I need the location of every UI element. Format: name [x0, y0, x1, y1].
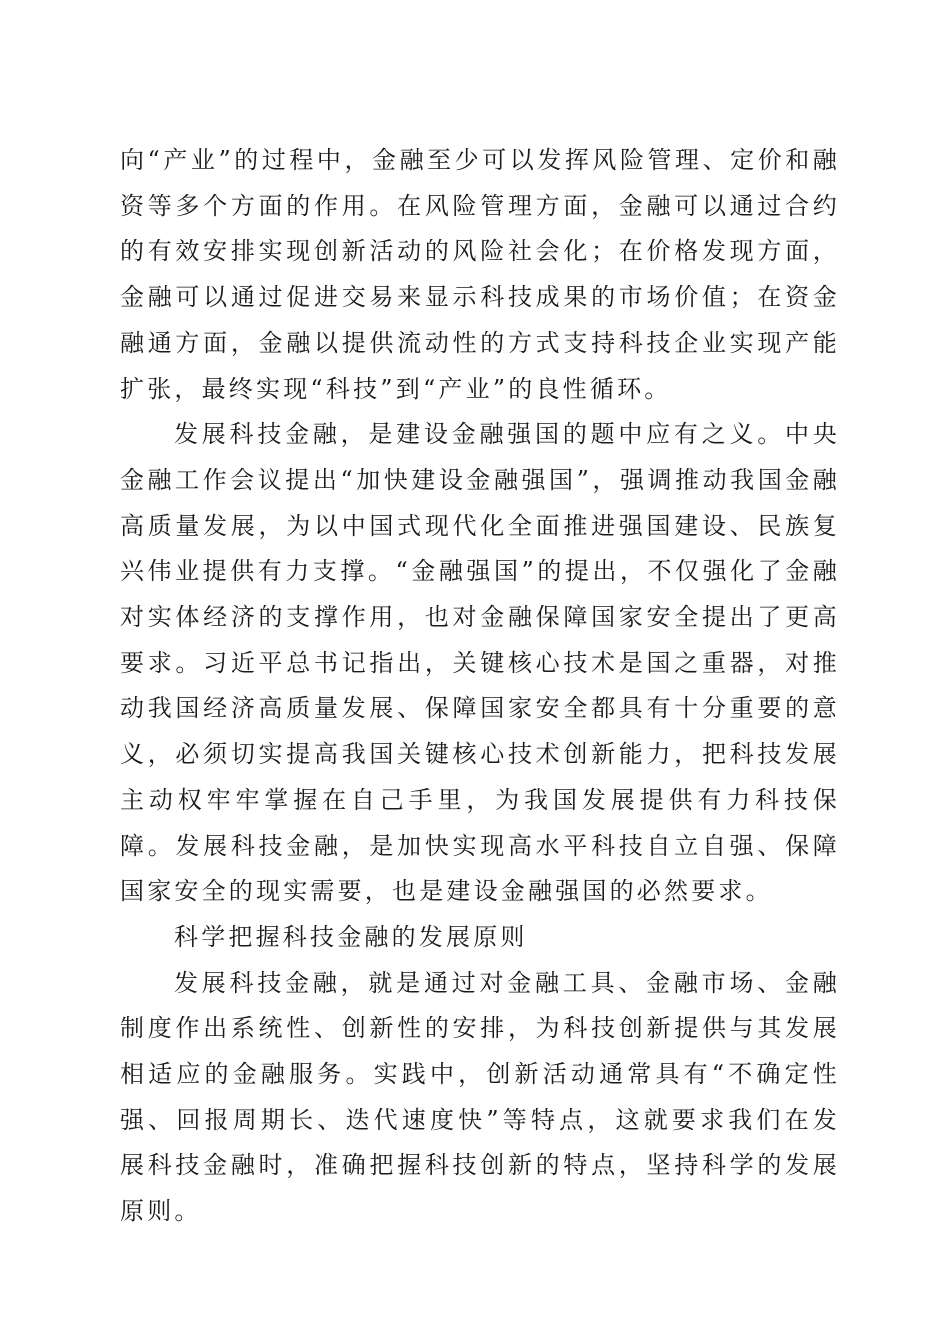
paragraph-fintech-significance: 发展科技金融，是建设金融强国的题中应有之义。中央金融工作会议提出“加快建设金融强国”，强调推动我国金融高质量发展，为以中国式现代化全面推进强国建设、民族复兴伟业提供有力支撑。“金融强国”的提出，不仅强化了金融对实体经济的支撑作用，也对金融保障国家安全提出了更高要求。习近平总书记指出，关键核心技术是国之重器，对推动我国经济高质量发展、保障国家安全都具有十分重要的意义，必须切实提高我国关键核心技术创新能力，把科技发展主动权牢牢掌握在自己手里，为我国发展提供有力科技保障。发展科技金融，是加快实现高水平科技自立自强、保障国家安全的现实需要，也是建设金融强国的必然要求。 — [120, 420, 840, 906]
section-heading: 科学把握科技金融的发展原则 — [174, 922, 528, 951]
paragraph-continuation: 向“产业”的过程中，金融至少可以发挥风险管理、定价和融资等多个方面的作用。在风险管理方面，金融可以通过合约的有效安排实现创新活动的风险社会化；在价格发现方面，金融可以通过促进交易来显示科技成果的市场价值；在资金融通方面，金融以提供流动性的方式支持科技企业实现产能扩张，最终实现“科技”到“产业”的良性循环。 — [120, 146, 840, 403]
paragraph-principles: 发展科技金融，就是通过对金融工具、金融市场、金融制度作出系统性、创新性的安排，为科技创新提供与其发展相适应的金融服务。实践中，创新活动通常具有“不确定性强、回报周期长、迭代速度快”等特点，这就要求我们在发展科技金融时，准确把握科技创新的特点，坚持科学的发展原则。 — [120, 968, 840, 1226]
document-body — [120, 138, 840, 1235]
